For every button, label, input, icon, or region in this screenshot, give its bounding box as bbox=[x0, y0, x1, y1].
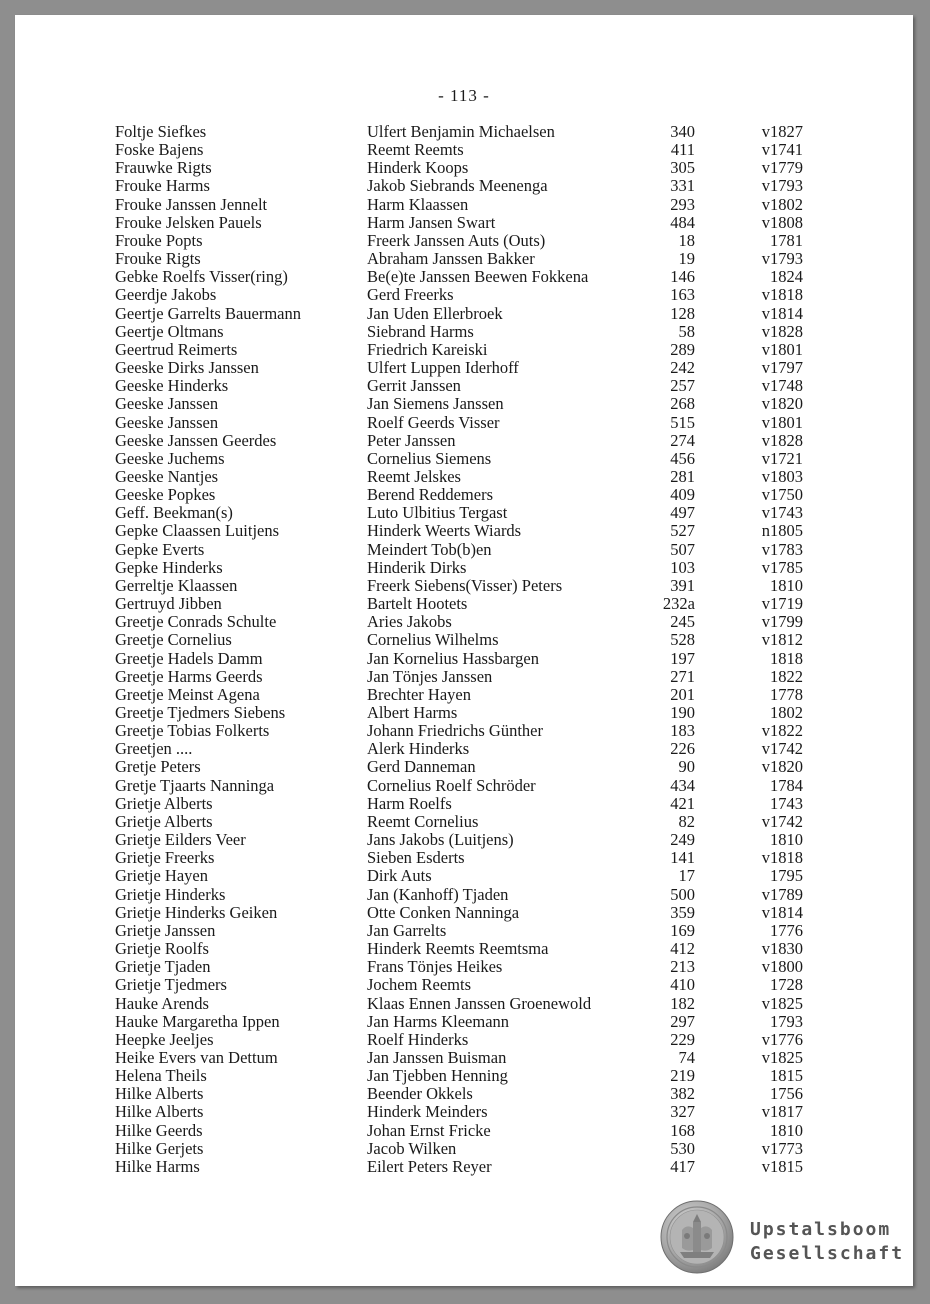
wife-name: Heepke Jeeljes bbox=[115, 1029, 214, 1049]
entry-number: 391 bbox=[670, 575, 695, 595]
entry-number: 18 bbox=[678, 230, 695, 250]
entry-number: 249 bbox=[670, 830, 695, 850]
husband-name: Hinderk Weerts Wiards bbox=[367, 521, 522, 541]
husband-name: Cornelius Siemens bbox=[367, 448, 492, 468]
marriage-year: 1822 bbox=[770, 666, 803, 686]
register-row bbox=[115, 214, 815, 232]
register-row bbox=[115, 1031, 815, 1049]
entry-number: 201 bbox=[670, 684, 695, 704]
husband-name: Freerk Janssen Auts (Outs) bbox=[367, 230, 546, 250]
entry-number: 257 bbox=[670, 376, 695, 396]
husband-name: Jan Siemens Janssen bbox=[367, 394, 504, 414]
register-row bbox=[115, 740, 815, 758]
register-row bbox=[115, 577, 815, 595]
register-row bbox=[115, 305, 815, 323]
wife-name: Geeske Popkes bbox=[115, 485, 216, 505]
register-row bbox=[115, 886, 815, 904]
marriage-year: 1810 bbox=[770, 1120, 803, 1140]
register-row bbox=[115, 159, 815, 177]
husband-name: Roelf Geerds Visser bbox=[367, 412, 500, 432]
marriage-year: v1822 bbox=[761, 721, 803, 741]
marriage-year: v1801 bbox=[761, 412, 803, 432]
marriage-year: v1748 bbox=[761, 376, 803, 396]
husband-name: Hinderk Meinders bbox=[367, 1102, 488, 1122]
entry-number: 128 bbox=[670, 303, 695, 323]
marriage-year: 1781 bbox=[770, 230, 803, 250]
wife-name: Hilke Alberts bbox=[115, 1102, 204, 1122]
wife-name: Gepke Everts bbox=[115, 539, 205, 559]
husband-name: Harm Klaassen bbox=[367, 194, 469, 214]
wife-name: Grietje Janssen bbox=[115, 920, 216, 940]
husband-name: Ulfert Luppen Iderhoff bbox=[367, 358, 519, 378]
entry-number: 456 bbox=[670, 448, 695, 468]
husband-name: Siebrand Harms bbox=[367, 321, 474, 341]
register-row bbox=[115, 777, 815, 795]
entry-number: 242 bbox=[670, 358, 695, 378]
husband-name: Frans Tönjes Heikes bbox=[367, 957, 503, 977]
entry-number: 74 bbox=[678, 1047, 695, 1067]
wife-name: Frauwke Rigts bbox=[115, 158, 212, 178]
husband-name: Bartelt Hootets bbox=[367, 594, 468, 614]
wife-name: Greetje Conrads Schulte bbox=[115, 612, 277, 632]
entry-number: 515 bbox=[670, 412, 695, 432]
marriage-year: v1817 bbox=[761, 1102, 803, 1122]
wife-name: Greetje Tobias Folkerts bbox=[115, 721, 270, 741]
entry-number: 197 bbox=[670, 648, 695, 668]
husband-name: Albert Harms bbox=[367, 703, 458, 722]
wife-name: Grietje Freerks bbox=[115, 848, 215, 868]
register-row bbox=[115, 849, 815, 867]
husband-name: Klaas Ennen Janssen Groenewold bbox=[367, 993, 592, 1013]
entry-number: 163 bbox=[670, 285, 695, 305]
marriage-year: 1818 bbox=[770, 648, 803, 668]
register-row bbox=[115, 995, 815, 1013]
register-row bbox=[115, 867, 815, 885]
entry-number: 58 bbox=[678, 321, 695, 341]
husband-name: Ulfert Benjamin Michaelsen bbox=[367, 122, 555, 141]
wife-name: Hauke Arends bbox=[115, 993, 209, 1013]
husband-name: Jans Jakobs (Luitjens) bbox=[367, 830, 514, 850]
marriage-year: 1784 bbox=[770, 775, 803, 795]
society-logo bbox=[660, 1200, 905, 1275]
entry-number: 305 bbox=[670, 158, 695, 178]
entry-number: 409 bbox=[670, 485, 695, 505]
entry-number: 169 bbox=[670, 920, 695, 940]
register-row bbox=[115, 268, 815, 286]
marriage-year: 1793 bbox=[770, 1011, 803, 1031]
marriage-year: v1818 bbox=[761, 285, 803, 305]
husband-name: Freerk Siebens(Visser) Peters bbox=[367, 575, 563, 595]
husband-name: Aries Jakobs bbox=[367, 612, 452, 632]
entry-number: 421 bbox=[670, 793, 695, 813]
register-row bbox=[115, 631, 815, 649]
register-row bbox=[115, 323, 815, 341]
wife-name: Geertje Oltmans bbox=[115, 321, 224, 341]
register-row bbox=[115, 1067, 815, 1085]
wife-name: Hauke Margaretha Ippen bbox=[115, 1011, 280, 1031]
marriage-year: v1793 bbox=[761, 176, 803, 196]
entry-number: 226 bbox=[670, 739, 695, 759]
wife-name: Hilke Harms bbox=[115, 1156, 200, 1176]
wife-name: Geerdje Jakobs bbox=[115, 285, 217, 305]
wife-name: Geeske Nantjes bbox=[115, 466, 219, 486]
entry-number: 434 bbox=[670, 775, 695, 795]
register-row bbox=[115, 1013, 815, 1031]
entry-number: 232a bbox=[662, 594, 695, 614]
logo-line-2: Gesellschaft bbox=[750, 1243, 905, 1264]
wife-name: Gerreltje Klaassen bbox=[115, 575, 238, 595]
husband-name: Luto Ulbitius Tergast bbox=[367, 503, 508, 523]
wife-name: Greetje Tjedmers Siebens bbox=[115, 703, 286, 722]
entry-number: 281 bbox=[670, 466, 695, 486]
wife-name: Grietje Alberts bbox=[115, 811, 213, 831]
husband-name: Reemt Reemts bbox=[367, 140, 464, 160]
husband-name: Dirk Auts bbox=[367, 866, 432, 886]
marriage-year: 1795 bbox=[770, 866, 803, 886]
marriage-year: v1825 bbox=[761, 1047, 803, 1067]
wife-name: Gebke Roelfs Visser(ring) bbox=[115, 267, 288, 287]
entry-number: 182 bbox=[670, 993, 695, 1013]
entry-number: 146 bbox=[670, 267, 695, 287]
register-row bbox=[115, 1049, 815, 1067]
marriage-year: v1783 bbox=[761, 539, 803, 559]
marriage-year: v1818 bbox=[761, 848, 803, 868]
entry-number: 141 bbox=[670, 848, 695, 868]
wife-name: Grietje Hinderks Geiken bbox=[115, 902, 278, 922]
entry-number: 412 bbox=[670, 939, 695, 959]
husband-name: Harm Jansen Swart bbox=[367, 212, 496, 232]
husband-name: Be(e)te Janssen Beewen Fokkena bbox=[367, 267, 589, 287]
wife-name: Helena Theils bbox=[115, 1066, 207, 1086]
husband-name: Beender Okkels bbox=[367, 1084, 473, 1104]
husband-name: Jan Uden Ellerbroek bbox=[367, 303, 503, 323]
husband-name: Eilert Peters Reyer bbox=[367, 1156, 492, 1176]
entry-number: 19 bbox=[678, 249, 695, 269]
wife-name: Greetje Cornelius bbox=[115, 630, 232, 650]
upstalsboom-seal-icon bbox=[660, 1200, 734, 1274]
marriage-year: v1825 bbox=[761, 993, 803, 1013]
marriage-year: v1789 bbox=[761, 884, 803, 904]
marriage-year: v1773 bbox=[761, 1138, 803, 1158]
husband-name: Johan Ernst Fricke bbox=[367, 1120, 491, 1140]
register-row bbox=[115, 232, 815, 250]
marriage-year: v1797 bbox=[761, 358, 803, 378]
register-row bbox=[115, 377, 815, 395]
wife-name: Geeske Dirks Janssen bbox=[115, 358, 259, 378]
husband-name: Meindert Tob(b)en bbox=[367, 539, 492, 559]
register-row bbox=[115, 196, 815, 214]
husband-name: Sieben Esderts bbox=[367, 848, 465, 868]
marriage-year: v1820 bbox=[761, 394, 803, 414]
marriage-year: v1828 bbox=[761, 321, 803, 341]
marriage-year: n1805 bbox=[761, 521, 803, 541]
marriage-year: v1741 bbox=[761, 140, 803, 160]
marriage-year: v1808 bbox=[761, 212, 803, 232]
register-row bbox=[115, 686, 815, 704]
wife-name: Greetje Hadels Damm bbox=[115, 648, 263, 668]
marriage-year: 1815 bbox=[770, 1066, 803, 1086]
marriage-year: v1815 bbox=[761, 1156, 803, 1176]
entry-number: 340 bbox=[670, 122, 695, 141]
entry-number: 530 bbox=[670, 1138, 695, 1158]
entry-number: 274 bbox=[670, 430, 695, 450]
wife-name: Geeske Janssen Geerdes bbox=[115, 430, 277, 450]
register-row bbox=[115, 831, 815, 849]
husband-name: Hinderk Reemts Reemtsma bbox=[367, 939, 549, 959]
register-row bbox=[115, 722, 815, 740]
marriage-year: v1721 bbox=[761, 448, 803, 468]
husband-name: Cornelius Roelf Schröder bbox=[367, 775, 536, 795]
register-row bbox=[115, 1103, 815, 1121]
entry-number: 183 bbox=[670, 721, 695, 741]
marriage-year: 1776 bbox=[770, 920, 803, 940]
entry-number: 289 bbox=[670, 339, 695, 359]
wife-name: Grietje Hayen bbox=[115, 866, 208, 886]
wife-name: Greetje Harms Geerds bbox=[115, 666, 263, 686]
register-row bbox=[115, 286, 815, 304]
entry-number: 168 bbox=[670, 1120, 695, 1140]
wife-name: Geertrud Reimerts bbox=[115, 339, 238, 359]
wife-name: Hilke Geerds bbox=[115, 1120, 203, 1140]
register-row bbox=[115, 559, 815, 577]
marriage-year: v1828 bbox=[761, 430, 803, 450]
document-page bbox=[15, 15, 913, 1286]
marriage-year: 1810 bbox=[770, 830, 803, 850]
register-row bbox=[115, 1158, 815, 1176]
entry-number: 507 bbox=[670, 539, 695, 559]
wife-name: Grietje Eilders Veer bbox=[115, 830, 246, 850]
husband-name: Jakob Siebrands Meenenga bbox=[367, 176, 548, 196]
marriage-year: v1827 bbox=[761, 122, 803, 141]
wife-name: Geeske Janssen bbox=[115, 412, 219, 432]
register-row bbox=[115, 958, 815, 976]
wife-name: Gepke Hinderks bbox=[115, 557, 223, 577]
entry-number: 245 bbox=[670, 612, 695, 632]
wife-name: Heike Evers van Dettum bbox=[115, 1047, 278, 1067]
entry-number: 17 bbox=[678, 866, 695, 886]
marriage-year: v1719 bbox=[761, 594, 803, 614]
marriage-year: 1824 bbox=[770, 267, 803, 287]
entry-number: 90 bbox=[678, 757, 695, 777]
wife-name: Frouke Harms bbox=[115, 176, 210, 196]
wife-name: Gretje Tjaarts Nanninga bbox=[115, 775, 275, 795]
wife-name: Hilke Alberts bbox=[115, 1084, 204, 1104]
entry-number: 359 bbox=[670, 902, 695, 922]
marriage-year: 1728 bbox=[770, 975, 803, 995]
husband-name: Gerrit Janssen bbox=[367, 376, 461, 396]
entry-number: 229 bbox=[670, 1029, 695, 1049]
marriage-year: v1779 bbox=[761, 158, 803, 178]
wife-name: Grietje Hinderks bbox=[115, 884, 226, 904]
marriage-year: v1799 bbox=[761, 612, 803, 632]
register-row bbox=[115, 468, 815, 486]
entry-number: 190 bbox=[670, 703, 695, 722]
wife-name: Geertje Garrelts Bauermann bbox=[115, 303, 301, 323]
wife-name: Foske Bajens bbox=[115, 140, 204, 160]
wife-name: Gertruyd Jibben bbox=[115, 594, 222, 614]
marriage-year: 1802 bbox=[770, 703, 803, 722]
wife-name: Grietje Roolfs bbox=[115, 939, 209, 959]
husband-name: Johann Friedrichs Günther bbox=[367, 721, 543, 741]
husband-name: Jan (Kanhoff) Tjaden bbox=[367, 884, 509, 904]
entry-number: 411 bbox=[670, 140, 695, 160]
wife-name: Frouke Popts bbox=[115, 230, 203, 250]
wife-name: Hilke Gerjets bbox=[115, 1138, 204, 1158]
entry-number: 410 bbox=[670, 975, 695, 995]
register-row bbox=[115, 123, 815, 141]
marriage-year: v1803 bbox=[761, 466, 803, 486]
entry-number: 327 bbox=[670, 1102, 695, 1122]
marriage-year: v1801 bbox=[761, 339, 803, 359]
husband-name: Gerd Freerks bbox=[367, 285, 454, 305]
husband-name: Reemt Jelskes bbox=[367, 466, 461, 486]
marriage-year: v1830 bbox=[761, 939, 803, 959]
wife-name: Gepke Claassen Luitjens bbox=[115, 521, 280, 541]
husband-name: Harm Roelfs bbox=[367, 793, 452, 813]
husband-name: Jan Harms Kleemann bbox=[367, 1011, 510, 1031]
register-row bbox=[115, 395, 815, 413]
entry-number: 103 bbox=[670, 557, 695, 577]
marriage-year: 1810 bbox=[770, 575, 803, 595]
logo-line-1: Upstalsboom bbox=[750, 1219, 892, 1240]
wife-name: Frouke Jelsken Pauels bbox=[115, 212, 262, 232]
husband-name: Otte Conken Nanninga bbox=[367, 902, 520, 922]
register-row bbox=[115, 904, 815, 922]
register-row bbox=[115, 541, 815, 559]
register-row bbox=[115, 940, 815, 958]
wife-name: Geeske Juchems bbox=[115, 448, 225, 468]
wife-name: Greetje Meinst Agena bbox=[115, 684, 260, 704]
register-row bbox=[115, 486, 815, 504]
marriage-year: v1802 bbox=[761, 194, 803, 214]
register-row bbox=[115, 1122, 815, 1140]
marriage-year: 1756 bbox=[770, 1084, 803, 1104]
entry-number: 382 bbox=[670, 1084, 695, 1104]
husband-name: Alerk Hinderks bbox=[367, 739, 470, 759]
register-row bbox=[115, 976, 815, 994]
marriage-year: 1778 bbox=[770, 684, 803, 704]
husband-name: Brechter Hayen bbox=[367, 684, 471, 704]
register-row bbox=[115, 758, 815, 776]
marriage-year: 1743 bbox=[770, 793, 803, 813]
entry-number: 500 bbox=[670, 884, 695, 904]
wife-name: Grietje Tjaden bbox=[115, 957, 211, 977]
husband-name: Berend Reddemers bbox=[367, 485, 493, 505]
wife-name: Gretje Peters bbox=[115, 757, 201, 777]
wife-name: Grietje Alberts bbox=[115, 793, 213, 813]
wife-name: Frouke Janssen Jennelt bbox=[115, 194, 268, 214]
entry-number: 331 bbox=[670, 176, 695, 196]
marriage-year: v1743 bbox=[761, 503, 803, 523]
marriage-year: v1812 bbox=[761, 630, 803, 650]
husband-name: Jan Janssen Buisman bbox=[367, 1047, 507, 1067]
husband-name: Abraham Janssen Bakker bbox=[367, 249, 535, 269]
register-row bbox=[115, 250, 815, 268]
register-row bbox=[115, 359, 815, 377]
entry-number: 297 bbox=[670, 1011, 695, 1031]
entry-number: 293 bbox=[670, 194, 695, 214]
register-row bbox=[115, 795, 815, 813]
husband-name: Gerd Danneman bbox=[367, 757, 476, 777]
entry-number: 219 bbox=[670, 1066, 695, 1086]
register-row bbox=[115, 450, 815, 468]
register-row bbox=[115, 704, 815, 722]
entry-number: 497 bbox=[670, 503, 695, 523]
husband-name: Jan Kornelius Hassbargen bbox=[367, 648, 539, 668]
register-row bbox=[115, 141, 815, 159]
wife-name: Frouke Rigts bbox=[115, 249, 201, 269]
husband-name: Hinderk Koops bbox=[367, 158, 469, 178]
marriage-year: v1793 bbox=[761, 249, 803, 269]
wife-name: Geff. Beekman(s) bbox=[115, 503, 233, 523]
entry-number: 484 bbox=[670, 212, 695, 232]
entry-number: 528 bbox=[670, 630, 695, 650]
husband-name: Jan Tjebben Henning bbox=[367, 1066, 508, 1086]
husband-name: Jochem Reemts bbox=[367, 975, 472, 995]
register-row bbox=[115, 1085, 815, 1103]
register-row bbox=[115, 414, 815, 432]
husband-name: Jan Garrelts bbox=[367, 920, 447, 940]
page-number: - 113 - bbox=[438, 86, 490, 105]
marriage-year: v1785 bbox=[761, 557, 803, 577]
register-row bbox=[115, 922, 815, 940]
register-row bbox=[115, 813, 815, 831]
marriage-year: v1814 bbox=[761, 902, 803, 922]
marriage-year: v1800 bbox=[761, 957, 803, 977]
entry-number: 268 bbox=[670, 394, 695, 414]
husband-name: Roelf Hinderks bbox=[367, 1029, 469, 1049]
wife-name: Grietje Tjedmers bbox=[115, 975, 227, 995]
husband-name: Cornelius Wilhelms bbox=[367, 630, 499, 650]
register-row bbox=[115, 613, 815, 631]
marriage-year: v1742 bbox=[761, 739, 803, 759]
wife-name: Geeske Hinderks bbox=[115, 376, 229, 396]
husband-name: Reemt Cornelius bbox=[367, 811, 479, 831]
marriage-year: v1742 bbox=[761, 811, 803, 831]
register-row bbox=[115, 668, 815, 686]
husband-name: Jacob Wilken bbox=[367, 1138, 457, 1158]
marriage-year: v1750 bbox=[761, 485, 803, 505]
register-row bbox=[115, 522, 815, 540]
register-row bbox=[115, 432, 815, 450]
register-row bbox=[115, 595, 815, 613]
register-row bbox=[115, 650, 815, 668]
register-row bbox=[115, 341, 815, 359]
husband-name: Peter Janssen bbox=[367, 430, 456, 450]
marriage-year: v1814 bbox=[761, 303, 803, 323]
husband-name: Hinderik Dirks bbox=[367, 557, 467, 577]
register-row bbox=[115, 504, 815, 522]
wife-name: Foltje Siefkes bbox=[115, 122, 207, 141]
entry-number: 213 bbox=[670, 957, 695, 977]
entry-number: 271 bbox=[670, 666, 695, 686]
wife-name: Geeske Janssen bbox=[115, 394, 219, 414]
marriage-year: v1820 bbox=[761, 757, 803, 777]
husband-name: Jan Tönjes Janssen bbox=[367, 666, 493, 686]
register-row bbox=[115, 1140, 815, 1158]
husband-name: Friedrich Kareiski bbox=[367, 339, 488, 359]
entry-number: 417 bbox=[670, 1156, 695, 1176]
entry-number: 82 bbox=[678, 811, 695, 831]
marriage-register-list bbox=[115, 123, 815, 1176]
wife-name: Greetjen .... bbox=[115, 739, 193, 759]
marriage-year: v1776 bbox=[761, 1029, 803, 1049]
register-row bbox=[115, 177, 815, 195]
entry-number: 527 bbox=[670, 521, 695, 541]
